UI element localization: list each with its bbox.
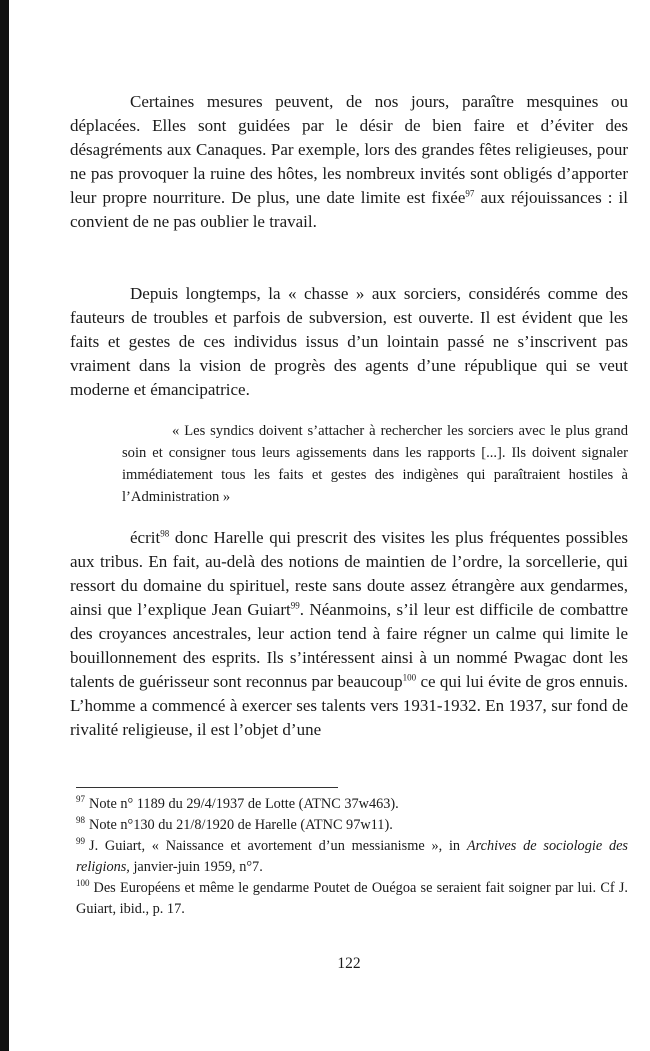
footnote-98: [76, 815, 628, 836]
footnote-number: 98: [76, 815, 85, 826]
footnote-99: [76, 836, 628, 878]
footnote-text: Note n°130 du 21/8/1920 de Harelle (ATNC 97w11).: [89, 817, 393, 833]
footnote-text: Note n° 1189 du 29/4/1937 de Lotte (ATNC 37w463).: [89, 796, 399, 812]
page-number: 122: [337, 955, 361, 972]
footnote-ref-98: 98: [160, 528, 170, 539]
footnote-number: 99: [76, 836, 85, 847]
footnote-ref-100: 100: [402, 672, 417, 683]
page-binding-edge: [0, 0, 9, 1051]
footnote-number: 97: [76, 794, 85, 805]
footnote-97: [76, 794, 628, 815]
footnote-ref-97: 97: [465, 188, 475, 199]
paragraph-2: Depuis longtemps, la « chasse » aux sorciers, considérés comme des fauteurs de troubles et parfois de subversion, est ouverte. Il est évident que les faits et gestes de ces individus issus d’un lointain passé ne s’inscrivent pas vraiment dans la vision de progrès des agents d’une république qui se veut moderne et émancipatrice.: [70, 284, 628, 399]
footnote-text: J. Guiart, « Naissance et avortement d’un messianisme », in: [89, 838, 467, 854]
paragraph-1-text: Certaines mesures peuvent, de nos jours, paraître mesquines ou déplacées. Elles sont guidées par le désir de bien faire et d’éviter des désagréments aux Canaques. Par exemple, lors des grandes fêtes religieuses, pour ne pas provoquer la ruine des hôtes, les nombreux invités sont obligés d’apporter leur propre nourriture. De plus, une date limite est fixée: [70, 92, 628, 207]
footnote-text: Des Européens et même le gendarme Poutet de Ouégoa se seraient fait soigner par lui. Cf J. Guiart, ibid., p. 17.: [76, 880, 628, 917]
paragraph-3-seg4: ce qui lui évite de gros ennuis. L’homme a commencé à exercer ses talents vers 1931-1932. En 1937, sur fond de rivalité religieuse, il est l’objet d’une: [70, 672, 628, 739]
footnote-journal-title: Archives de sociologie des religions,: [76, 838, 628, 875]
footnote-number: 100: [76, 878, 90, 889]
footnote-text-end: janvier-juin 1959, n°7.: [129, 859, 263, 875]
block-quote: « Les syndics doivent s’attacher à rechercher les sorciers avec le plus grand soin et consigner tous leurs agissements dans les rapports [...]. Ils doivent signaler immédiatement tous les faits et gestes des indigènes qui paraîtraient hostiles à l’Administration »: [122, 423, 628, 505]
footnotes: [76, 794, 628, 920]
paragraph-3-seg3: . Néanmoins, s’il leur est difficile de combattre des croyances ancestrales, leur action tend à faire régner un calme qui limite le bouillonnement des esprits. Ils s’intéressent ainsi à un nommé Pwagac dont les talents de guérisseur sont reconnus par beaucoup: [70, 600, 628, 691]
paragraph-3: [70, 526, 628, 742]
footnote-100: [76, 878, 628, 920]
paragraph-1: [70, 90, 628, 234]
footnote-divider: [76, 787, 338, 788]
footnote-ref-99: 99: [290, 600, 300, 611]
paragraph-3-seg1: écrit: [130, 528, 161, 547]
paragraph-3-seg2: donc Harelle qui prescrit des visites les plus fréquentes possibles aux tribus. En fait, au-delà des notions de maintien de l’ordre, la sorcellerie, qui ressort du domaine du spirituel, reste sans doute assez étrangère aux gendarmes, ainsi que l’explique Jean Guiart: [70, 528, 628, 619]
paragraph-1-text-end: aux réjouissances : il convient de ne pas oublier le travail.: [70, 188, 628, 231]
